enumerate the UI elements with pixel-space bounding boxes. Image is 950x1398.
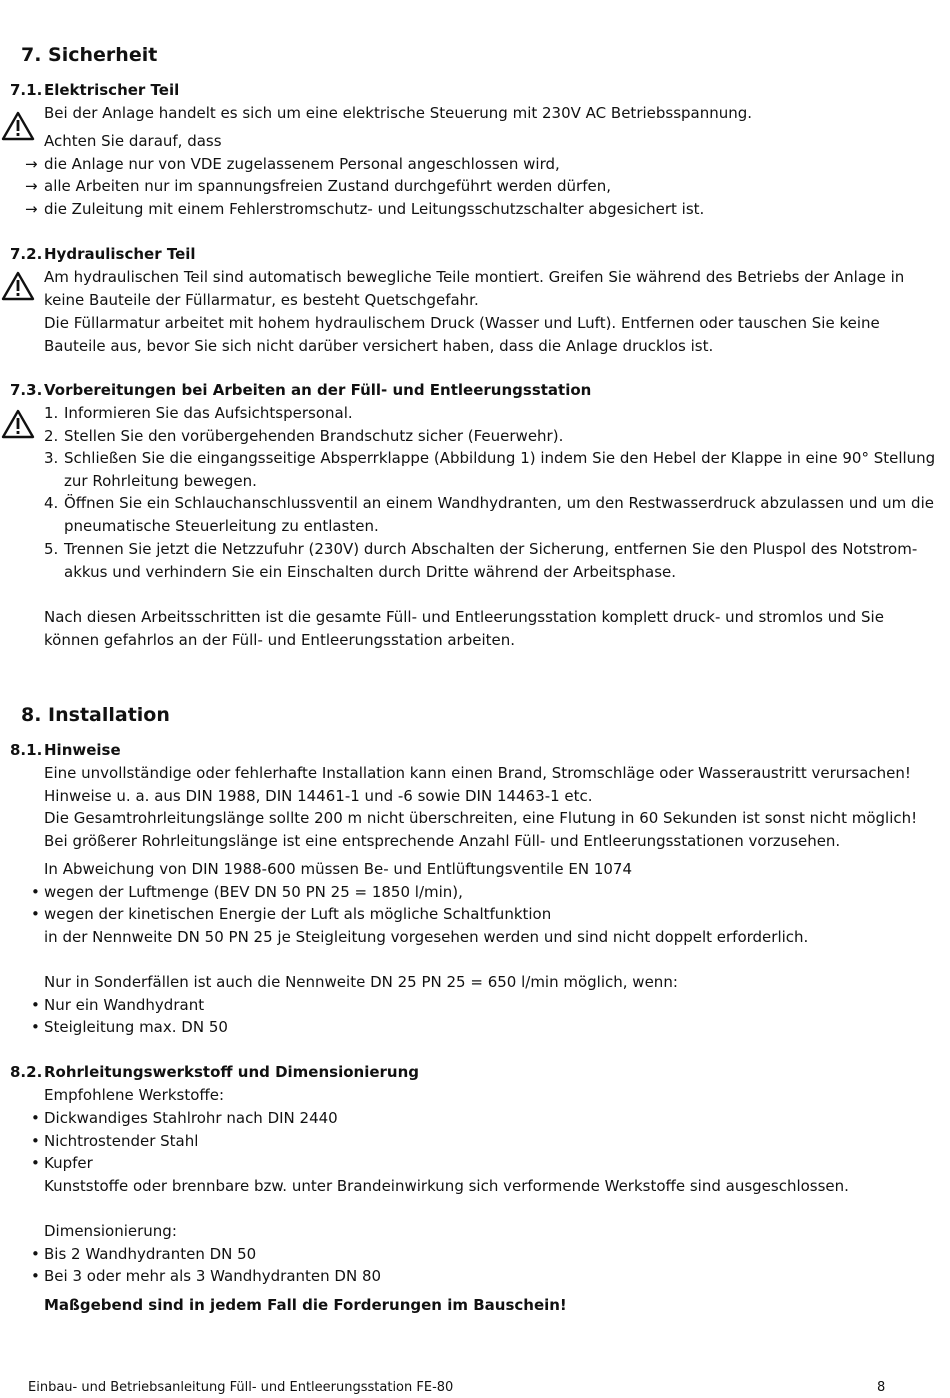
list-item: alle Arbeiten nur im spannungsfreien Zustand durchgeführt werden dürfen, xyxy=(44,177,612,195)
bullet-icon: • xyxy=(31,1109,40,1127)
section-7-3-title: Vorbereitungen bei Arbeiten an der Füll- und Entleerungsstation xyxy=(44,381,592,399)
step-text: akkus und verhindern Sie ein Einschalten durch Dritte während der Arbeitsphase. xyxy=(64,563,677,581)
bullet-icon: • xyxy=(31,1267,40,1285)
paragraph: Dimensionierung: xyxy=(44,1222,177,1240)
paragraph: Achten Sie darauf, dass xyxy=(44,132,222,150)
step-text: Trennen Sie jetzt die Netzzufuhr (230V) durch Abschalten der Sicherung, entfernen Sie den Pluspol des Notstrom- xyxy=(64,540,918,558)
paragraph-line: Die Gesamtrohrleitungslänge sollte 200 m nicht überschreiten, eine Flutung in 60 Sekunden ist sonst nicht möglich! xyxy=(44,809,918,827)
arrow-icon: → xyxy=(25,200,38,218)
section-8-1-title: Hinweise xyxy=(44,741,121,759)
section-7-1-number: 7.1. xyxy=(10,81,43,99)
list-item: Nichtrostender Stahl xyxy=(44,1132,199,1150)
arrow-icon: → xyxy=(25,155,38,173)
paragraph-line: Eine unvollständige oder fehlerhafte Installation kann einen Brand, Stromschläge oder Wasseraustritt verursachen! xyxy=(44,764,911,782)
paragraph: In Abweichung von DIN 1988-600 müssen Be- und Entlüftungsventile EN 1074 xyxy=(44,860,632,878)
section-7-2-title: Hydraulischer Teil xyxy=(44,245,196,263)
paragraph-line: Die Füllarmatur arbeitet mit hohem hydraulischem Druck (Wasser und Luft). Entfernen oder tauschen Sie keine xyxy=(44,314,880,332)
section-8-title: 8. Installation xyxy=(21,704,170,726)
paragraph-line: Hinweise u. a. aus DIN 1988, DIN 14461-1 und -6 sowie DIN 14463-1 etc. xyxy=(44,787,593,805)
page-number: 8 xyxy=(877,1380,886,1395)
bullet-icon: • xyxy=(31,1132,40,1150)
arrow-icon: → xyxy=(25,177,38,195)
paragraph: Bei der Anlage handelt es sich um eine elektrische Steuerung mit 230V AC Betriebsspannung. xyxy=(44,104,753,122)
step-number: 3. xyxy=(44,449,59,467)
step-text: Schließen Sie die eingangsseitige Absperrklappe (Abbildung 1) indem Sie den Hebel der Klappe in eine 90° Stellung xyxy=(64,449,936,467)
list-item: wegen der Luftmenge (BEV DN 50 PN 25 = 1850 l/min), xyxy=(44,883,463,901)
list-item: Nur ein Wandhydrant xyxy=(44,996,205,1014)
section-7-1-title: Elektrischer Teil xyxy=(44,81,180,99)
section-8-2-title: Rohrleitungswerkstoff und Dimensionierung xyxy=(44,1063,420,1081)
paragraph: Empfohlene Werkstoffe: xyxy=(44,1086,224,1104)
warning-icon xyxy=(1,409,35,439)
bullet-icon: • xyxy=(31,883,40,901)
step-number: 4. xyxy=(44,494,59,512)
paragraph-line: keine Bauteile der Füllarmatur, es besteht Quetschgefahr. xyxy=(44,291,479,309)
list-item: wegen der kinetischen Energie der Luft als mögliche Schaltfunktion xyxy=(44,905,552,923)
section-7-2-number: 7.2. xyxy=(10,245,43,263)
list-item: die Anlage nur von VDE zugelassenem Personal angeschlossen wird, xyxy=(44,155,560,173)
step-text: pneumatische Steuerleitung zu entlasten. xyxy=(64,517,379,535)
paragraph: Nur in Sonderfällen ist auch die Nennweite DN 25 PN 25 = 650 l/min möglich, wenn: xyxy=(44,973,678,991)
bullet-icon: • xyxy=(31,1018,40,1036)
paragraph-line: Bei größerer Rohrleitungslänge ist eine entsprechende Anzahl Füll- und Entleerungsstationen vorzusehen. xyxy=(44,832,841,850)
section-7-3-number: 7.3. xyxy=(10,381,43,399)
section-8-1-number: 8.1. xyxy=(10,741,43,759)
warning-icon xyxy=(1,111,35,141)
step-number: 1. xyxy=(44,404,59,422)
paragraph-line: Bauteile aus, bevor Sie sich nicht darüber versichert haben, dass die Anlage drucklos ist. xyxy=(44,337,714,355)
paragraph: in der Nennweite DN 50 PN 25 je Steigleitung vorgesehen werden und sind nicht doppelt erforderlich. xyxy=(44,928,809,946)
bullet-icon: • xyxy=(31,996,40,1014)
paragraph-line: Nach diesen Arbeitsschritten ist die gesamte Füll- und Entleerungsstation komplett druck- und stromlos und Sie xyxy=(44,608,884,626)
bold-note: Maßgebend sind in jedem Fall die Forderungen im Bauschein! xyxy=(44,1296,567,1314)
paragraph: Kunststoffe oder brennbare bzw. unter Brandeinwirkung sich verformende Werkstoffe sind ausgeschlossen. xyxy=(44,1177,849,1195)
paragraph-line: Am hydraulischen Teil sind automatisch bewegliche Teile montiert. Greifen Sie während des Betriebs der Anlage in xyxy=(44,268,905,286)
section-7-title: 7. Sicherheit xyxy=(21,44,158,66)
list-item: Steigleitung max. DN 50 xyxy=(44,1018,228,1036)
step-text: zur Rohrleitung bewegen. xyxy=(64,472,257,490)
list-item: Kupfer xyxy=(44,1154,93,1172)
bullet-icon: • xyxy=(31,1154,40,1172)
bullet-icon: • xyxy=(31,905,40,923)
section-8-2-number: 8.2. xyxy=(10,1063,43,1081)
list-item: Dickwandiges Stahlrohr nach DIN 2440 xyxy=(44,1109,338,1127)
paragraph-line: können gefahrlos an der Füll- und Entleerungsstation arbeiten. xyxy=(44,631,516,649)
list-item: Bei 3 oder mehr als 3 Wandhydranten DN 80 xyxy=(44,1267,382,1285)
list-item: Bis 2 Wandhydranten DN 50 xyxy=(44,1245,257,1263)
list-item: die Zuleitung mit einem Fehlerstromschutz- und Leitungsschutzschalter abgesichert ist. xyxy=(44,200,705,218)
step-number: 2. xyxy=(44,427,59,445)
bullet-icon: • xyxy=(31,1245,40,1263)
warning-icon xyxy=(1,271,35,301)
step-number: 5. xyxy=(44,540,59,558)
footer-title: Einbau- und Betriebsanleitung Füll- und Entleerungsstation FE-80 xyxy=(28,1380,454,1395)
step-text: Öffnen Sie ein Schlauchanschlussventil an einem Wandhydranten, um den Restwasserdruck abzulassen und um die xyxy=(64,494,934,512)
step-text: Informieren Sie das Aufsichtspersonal. xyxy=(64,404,353,422)
step-text: Stellen Sie den vorübergehenden Brandschutz sicher (Feuerwehr). xyxy=(64,427,564,445)
